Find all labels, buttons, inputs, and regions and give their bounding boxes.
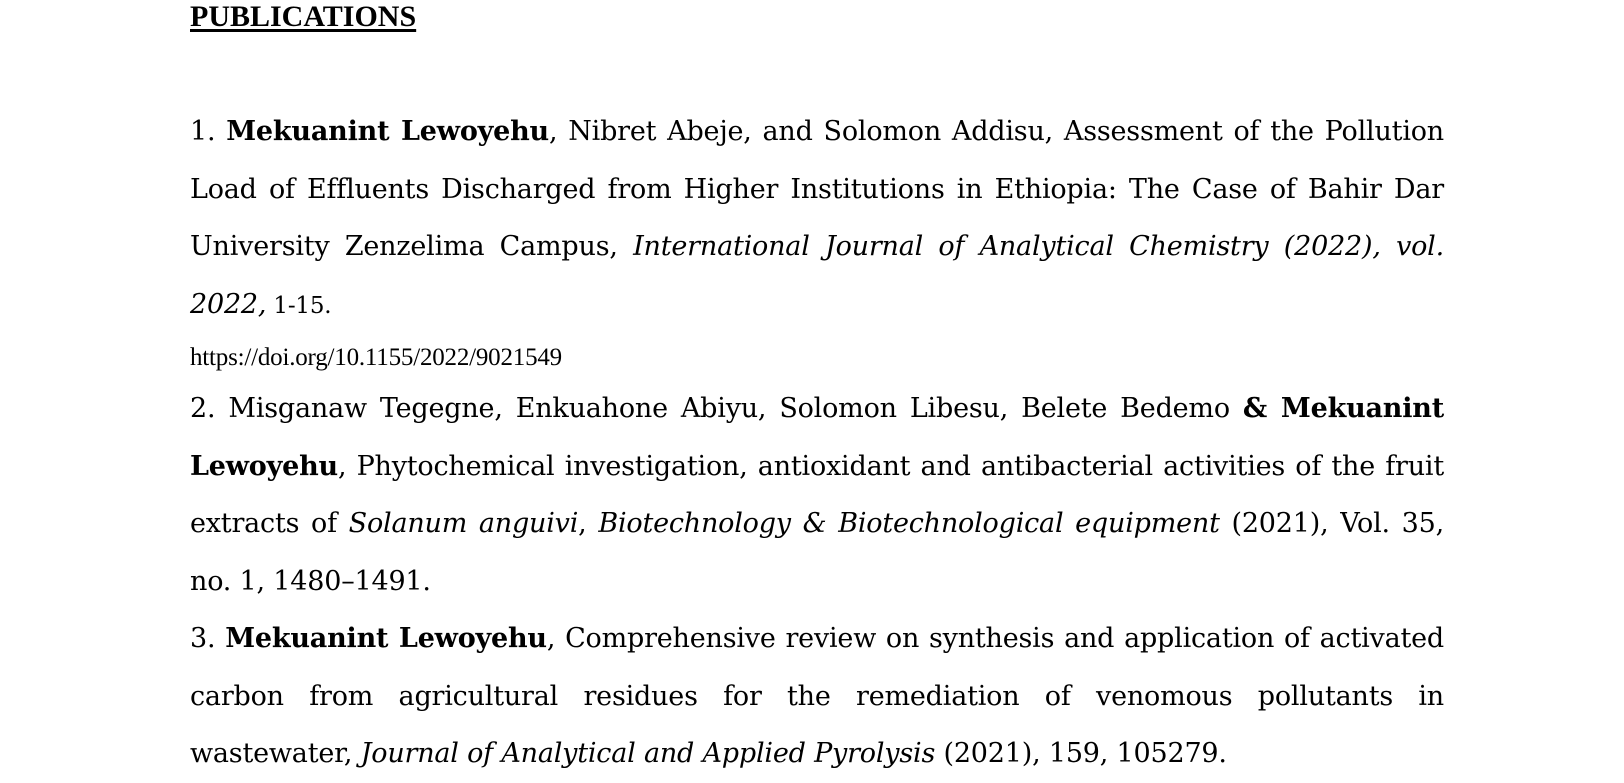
journal-title: Biotechnology & Biotechnological equipment <box>598 508 1220 539</box>
author-name-bold: Mekuanint Lewoyehu <box>225 623 547 654</box>
journal-title: Journal of Analytical and Applied Pyrolysis <box>360 738 936 769</box>
publication-entry-3 <box>190 610 1444 783</box>
journal-title: International Journal of Analytical Chemistry (2022), vol. 2022, <box>190 231 1445 320</box>
species-name: Solanum anguivi <box>348 508 579 539</box>
publication-entry-1 <box>190 103 1444 380</box>
entry-text: , Nibret Abeje, and Solomon Addisu, Assessment of the Pollution Load of Effluents Discharged from Higher Institutions in Ethiopia: The Case of Bahir Dar University Zenzelima Campus, <box>190 116 1444 262</box>
publication-entry-2 <box>190 380 1444 610</box>
entry-number: 3. <box>190 623 216 654</box>
doi-link[interactable]: https://doi.org/10.1155/2022/9021549 <box>190 344 562 371</box>
entry-citation: (2021), Vol. 35, no. 1, 1480–1491. <box>190 508 1444 597</box>
entry-text: , Phytochemical investigation, antioxidant and antibacterial activities of the fruit extracts of <box>190 450 1444 539</box>
publications-heading: PUBLICATIONS <box>190 0 417 33</box>
entry-number: 1. <box>190 116 216 147</box>
entry-number: 2. <box>190 393 216 424</box>
author-name-bold: Mekuanint Lewoyehu <box>226 116 549 147</box>
separator: , <box>578 508 599 539</box>
publication-list <box>190 103 1444 783</box>
entry-pages: 1-15. <box>266 292 332 319</box>
author-name-bold: & Mekuanint Lewoyehu <box>190 393 1444 482</box>
co-authors: Misganaw Tegegne, Enkuahone Abiyu, Solomon Libesu, Belete Bedemo <box>228 393 1243 424</box>
entry-text: , Comprehensive review on synthesis and application of activated carbon from agricultural residues for the remediation of venomous pollutants in wastewater, <box>190 623 1444 769</box>
entry-citation: (2021), 159, 105279. <box>935 738 1227 769</box>
